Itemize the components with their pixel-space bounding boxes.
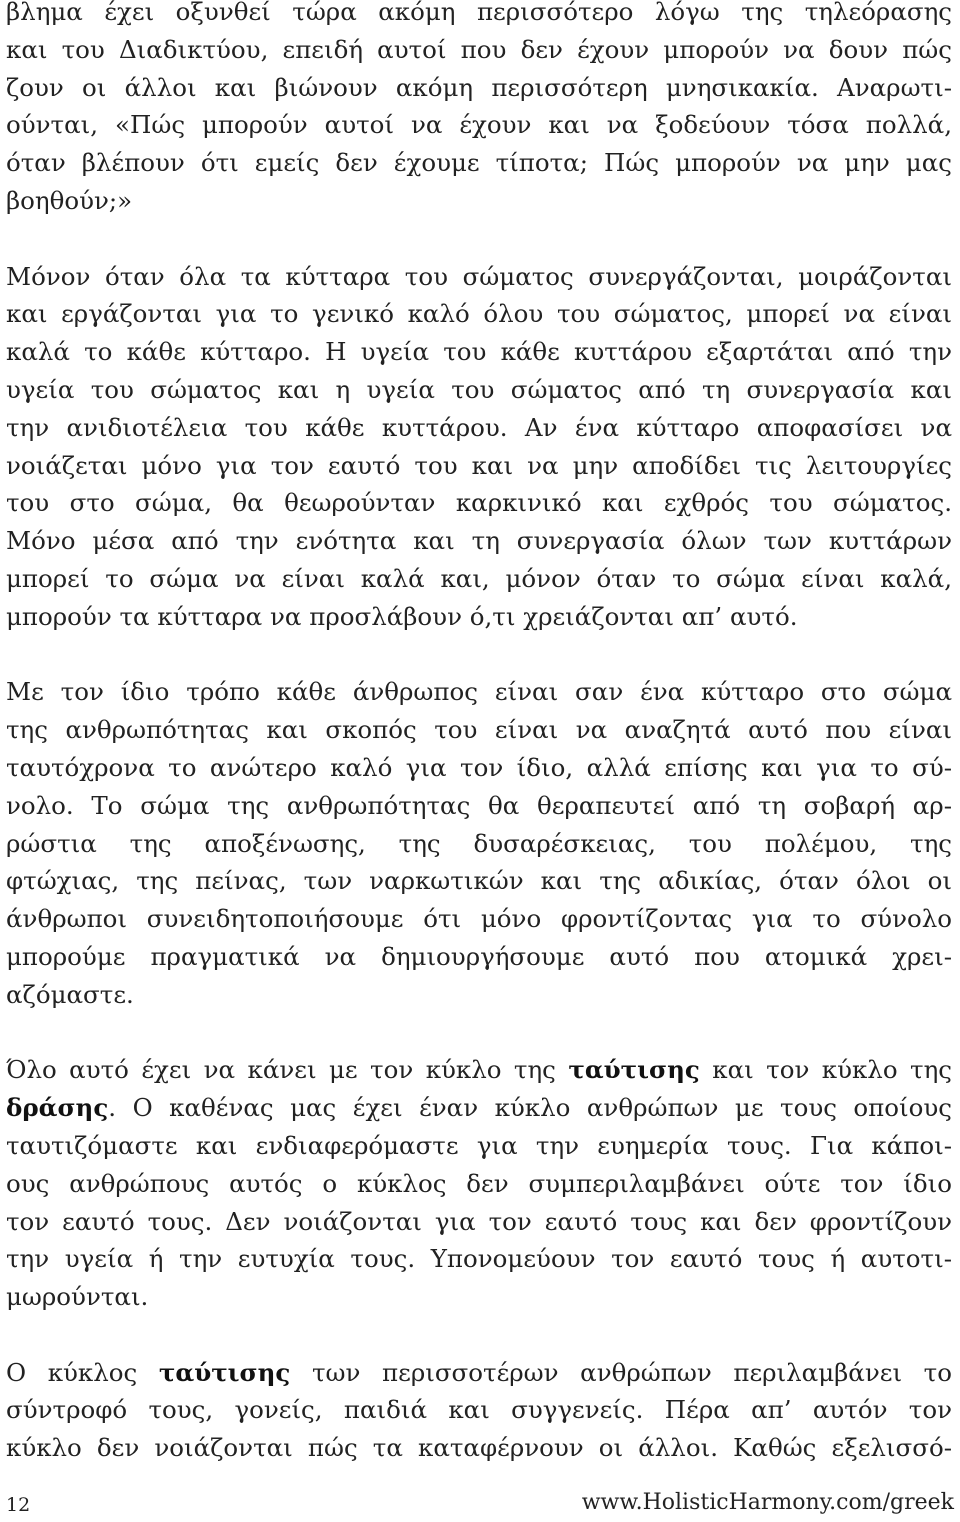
text-line: βλημα έχει οξυνθεί τώρα ακόμη περισσότερο λόγω της τηλεόρασης [6,0,952,26]
document-body [6,0,952,1467]
text-line [6,1089,952,1127]
paragraph [6,1051,952,1316]
text-line: και του Διαδικτύου, επειδή αυτοί που δεν έχουν μπορούν να δουν πώς [6,34,952,64]
text-line: ταυτιζόμαστε και ενδιαφερόμαστε για την ευημερία τους. Για κάποι- [6,1130,952,1160]
text-line: μπορούμε πραγματικά να δημιουργήσουμε αυτό που ατομικά χρει- [6,941,952,971]
paragraph [6,258,952,636]
text-line: την ανιδιοτέλεια του κάθε κυττάρου. Αν ένα κύτταρο αποφασίσει να [6,412,952,442]
text-line: της ανθρωπότητας και σκοπός του είναι να αναζητά αυτό που είναι [6,715,952,745]
text-segment: Όλο αυτό έχει να κάνει με τον κύκλο της [6,1055,569,1085]
text-line: κύκλο δεν νοιάζονται πώς τα καταφέρνουν οι άλλοι. Καθώς εξελισσό- [6,1433,952,1463]
text-line: και εργάζονται για το γενικό καλό όλου του σώματος, μπορεί να είναι [6,299,952,329]
text-line: ταυτόχρονα το ανώτερο καλό για τον ίδιο, αλλά επίσης και για το σύ- [6,752,952,782]
text-segment: . Ο καθένας μας έχει έναν κύκλο ανθρώπων με τους οποίους [108,1093,952,1123]
text-line: υγεία του σώματος και η υγεία του σώματος από τη συνεργασία και [6,374,952,404]
text-line [6,1051,952,1089]
text-line: νοιάζεται μόνο για τον εαυτό του και να μην αποδίδει τις λειτουργίες [6,450,952,480]
text-line: τον εαυτό τους. Δεν νοιάζονται για τον εαυτό τους και δεν φροντίζουν [6,1206,952,1236]
text-line: ζουν οι άλλοι και βιώνουν ακόμη περισσότερη μνησικακία. Αναρωτι- [6,72,952,102]
text-line: άνθρωποι συνειδητοποιήσουμε ότι μόνο φροντίζοντας για το σύνολο [6,904,952,934]
text-line: όταν βλέπουν ότι εμείς δεν έχουμε τίποτα; Πώς μπορούν να μην μας [6,148,952,178]
text-line: ρώστια της αποξένωσης, της δυσαρέσκειας, του πολέμου, της [6,828,952,858]
text-line: ούνται, «Πώς μπορούν αυτοί να έχουν και να ξοδεύουν τόσα πολλά, [6,110,952,140]
text-line: σύντροφό τους, γονείς, παιδιά και συγγενείς. Πέρα απ’ αυτόν τον [6,1395,952,1425]
text-line: Με τον ίδιο τρόπο κάθε άνθρωπος είναι σαν ένα κύτταρο στο σώμα [6,677,952,707]
bold-term: ταύτισης [158,1357,291,1387]
text-line: μπορεί το σώμα να είναι καλά και, μόνον όταν το σώμα είναι καλά, [6,563,952,593]
page-number: 12 [6,1494,31,1516]
text-segment: Ο κύκλος [6,1357,159,1387]
bold-term: δράσης [6,1093,109,1123]
page-footer [6,1488,954,1518]
paragraph [6,673,952,1013]
text-line: βοηθούν;» [6,185,133,215]
text-line: μπορούν τα κύτταρα να προσλάβουν ό,τι χρειάζονται απ’ αυτό. [6,601,798,631]
text-line: την υγεία ή την ευτυχία τους. Υπονομεύουν τον εαυτό τους ή αυτοτι- [6,1244,952,1274]
text-line: καλά το κάθε κύτταρο. Η υγεία του κάθε κυττάρου εξαρτάται από την [6,337,952,367]
text-segment: και τον κύκλο της [699,1055,952,1085]
text-line: μωρούνται. [6,1282,149,1312]
text-line: αζόμαστε. [6,979,134,1009]
bold-term: ταύτισης [568,1055,700,1085]
paragraph [6,0,952,220]
text-line [6,1354,952,1392]
text-line: Μόνο μέσα από την ενότητα και τη συνεργασία όλων των κυττάρων [6,526,952,556]
text-line: Μόνον όταν όλα τα κύτταρα του σώματος συνεργάζονται, μοιράζονται [6,261,952,291]
text-line: νολο. Το σώμα της ανθρωπότητας θα θεραπευτεί από τη σοβαρή αρ- [6,790,952,820]
text-line: ους ανθρώπους αυτός ο κύκλος δεν συμπεριλαμβάνει ούτε τον ίδιο [6,1168,952,1198]
site-url: www.HolisticHarmony.com/greek [581,1490,954,1515]
text-line: του στο σώμα, θα θεωρούνταν καρκινικό και εχθρός του σώματος. [6,488,952,518]
text-segment: των περισσοτέρων ανθρώπων περιλαμβάνει το [290,1357,952,1387]
text-line: φτώχιας, της πείνας, των ναρκωτικών και της αδικίας, όταν όλοι οι [6,866,952,896]
paragraph [6,1354,952,1467]
